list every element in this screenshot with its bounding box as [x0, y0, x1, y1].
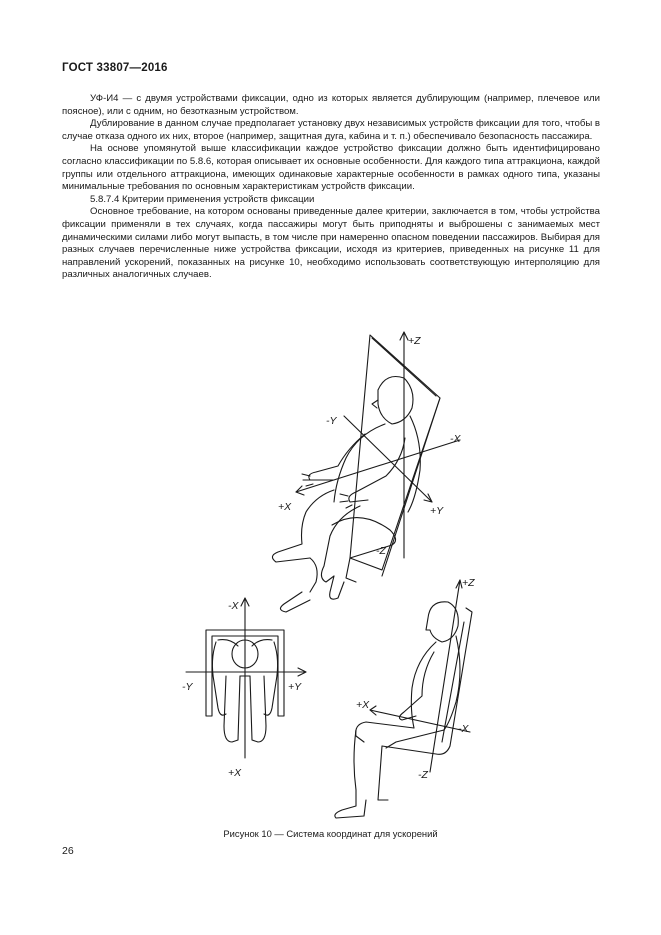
left-shin — [310, 558, 317, 592]
side-arm — [399, 652, 434, 720]
iso-plus-z-label: +Z — [408, 335, 421, 347]
seat-back-thickness — [382, 398, 440, 576]
right-foot — [330, 576, 344, 599]
iso-x-axis — [296, 440, 460, 492]
side-seat-leg — [378, 746, 388, 800]
head — [378, 377, 413, 425]
iso-plus-x-label: +X — [278, 501, 292, 513]
figure-coordinate-system — [160, 330, 520, 820]
figure-drawing — [160, 330, 520, 820]
top-right-leg — [250, 676, 266, 742]
iso-axes — [296, 332, 460, 558]
top-minus-x-label: -X — [228, 600, 239, 612]
side-z-axis — [430, 580, 460, 772]
isometric-seat-figure — [272, 332, 461, 612]
top-left-arm — [212, 642, 226, 715]
body-text — [62, 93, 600, 282]
left-foot — [280, 592, 310, 612]
top-view-figure — [182, 598, 306, 779]
paragraph: УФ-И4 — с двумя устройствами фиксации, одно из которых является дублирующим (например, плечевое или поясное), или с одним, но безотказным устройством. — [62, 93, 600, 117]
top-left-leg — [224, 676, 240, 742]
seat-support — [346, 558, 356, 582]
side-plus-z-label: +Z — [462, 577, 475, 589]
top-plus-x-label: +X — [228, 767, 242, 779]
figure-caption: Рисунок 10 — Система координат для ускорений — [223, 828, 438, 839]
side-minus-x-label: -X — [458, 723, 469, 735]
seat-pan — [332, 518, 396, 558]
iso-plus-y-label: +Y — [430, 505, 444, 517]
paragraph: Дублирование в данном случае предполагает установку двух независимых устройств фиксации для того, чтобы в случае отказа одного их них, второе (например, защитная дуга, кабина и т. п.) обеспечивало безопасность пассажира. — [62, 118, 600, 142]
nose — [372, 400, 378, 408]
top-right-arm — [264, 642, 278, 715]
side-plus-x-label: +X — [356, 699, 370, 711]
document-header: ГОСТ 33807—2016 — [62, 62, 168, 74]
side-thigh — [356, 722, 414, 742]
section-heading: 5.8.7.4 Критерии применения устройств фиксации — [90, 193, 315, 205]
side-shin — [335, 730, 366, 818]
paragraph: На основе упомянутой выше классификации каждое устройство фиксации должно быть идентифицировано согласно классификации по 5.8.6, которая описывает их основные особенности. Для каждого типа аттракциона, каждой группы или отдельного аттракциона, имеющих одинаковые характерные особенности в рамках одного типа, указаны минимальные требования по основным характеристикам устройств фиксации. — [62, 143, 600, 193]
paragraph: Основное требование, на котором основаны приведенные далее критерии, заключается в том, чтобы устройства фиксации применяли в тех случаях, когда пассажиры могут быть приподняты и выброшены с занимаемых мест динамическими силами либо могут выпасть, в том числе при намеренно опасном поведении пассажиров. Выбирая для разных случаев перечисленные ниже устройства фиксации, исходя из критериев, приведенных на рисунке 11 для направлений ускорений, показанных на рисунке 10, необходимо использовать соответствующую интерполяцию для различных аналогичных случаев. — [62, 206, 600, 281]
iso-minus-z-label: -Z — [376, 545, 386, 557]
iso-minus-y-label: -Y — [326, 415, 337, 427]
side-minus-z-label: -Z — [418, 769, 428, 781]
top-plus-y-label: +Y — [288, 681, 302, 693]
page-number: 26 — [62, 845, 74, 857]
top-minus-y-label: -Y — [182, 681, 193, 693]
side-view-figure — [335, 577, 475, 818]
iso-minus-x-label: -X — [450, 433, 461, 445]
iso-y-axis — [344, 416, 432, 502]
left-hand-fingers — [302, 474, 313, 486]
